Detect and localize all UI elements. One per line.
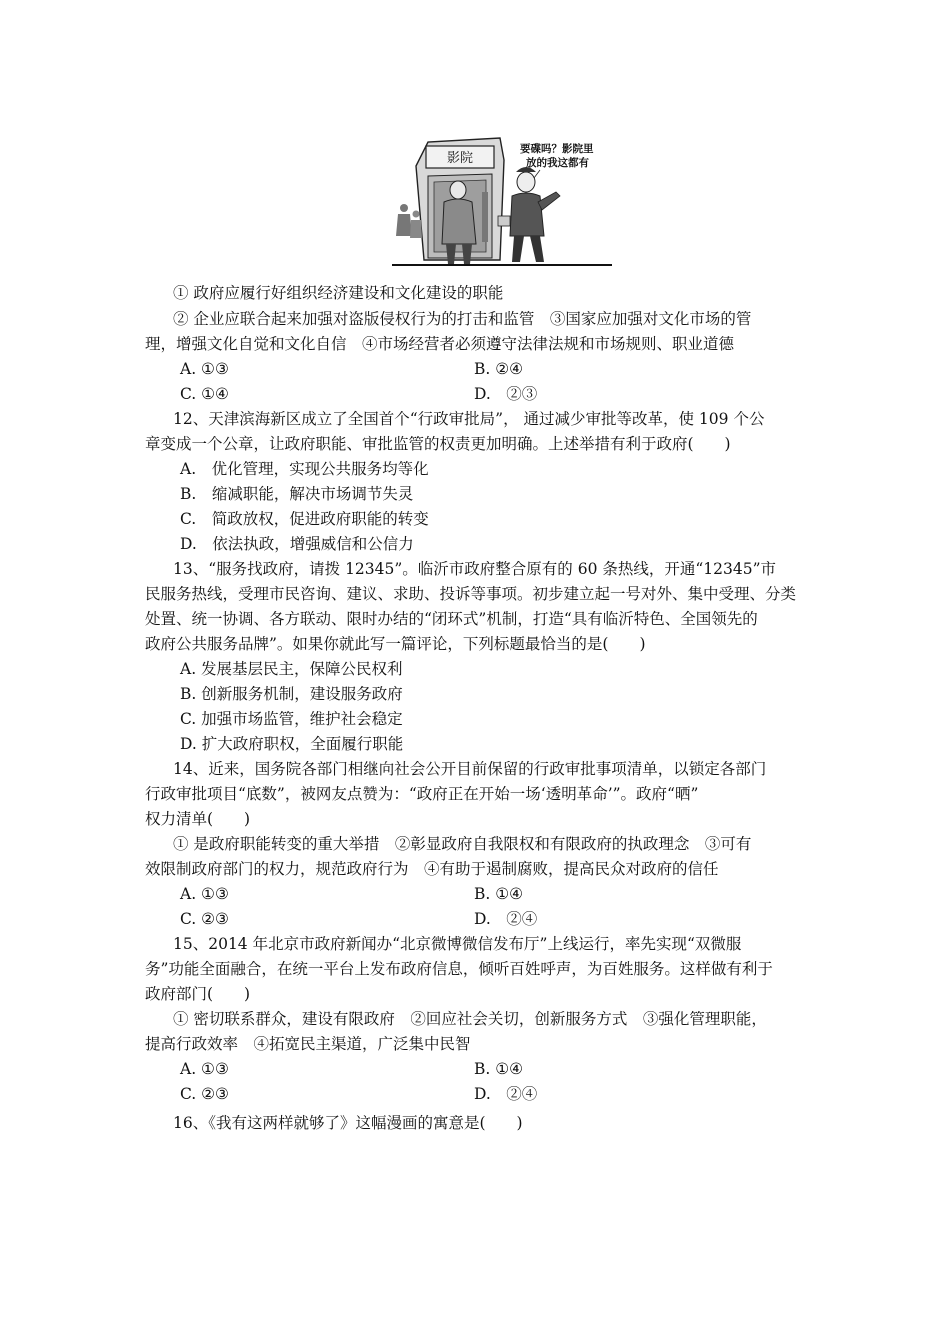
q13-stem-1: 13、“服务找政府，请拨 12345”。临沂市政府整合原有的 60 条热线，开通“12345”市 <box>173 560 777 578</box>
cartoon-image <box>388 132 616 274</box>
q12-option-b: B. 缩减职能，解决市场调节失灵 <box>180 485 414 503</box>
q13-option-d: D. 扩大政府职权，全面履行职能 <box>180 735 404 753</box>
q15-stem-3: 政府部门( ) <box>145 985 251 1003</box>
q15-stem-1: 15、2014 年北京市政府新闻办“北京微博微信发布厅”上线运行，率先实现“双微服 <box>173 935 742 953</box>
q16-stem-1: 16、《我有这两样就够了》这幅漫画的寓意是( ) <box>173 1114 523 1132</box>
q14-stem-2: 行政审批项目“底数”，被网友点赞为：“政府正在开始一场‘透明革命’”。政府“晒” <box>145 785 699 803</box>
q15-statement-1: ① 密切联系群众，建设有限政府 ②回应社会关切，创新服务方式 ③强化管理职能， <box>173 1010 767 1028</box>
q14-statement-2: 效限制政府部门的权力，规范政府行为 ④有助于遏制腐败，提高民众对政府的信任 <box>145 860 719 878</box>
q13-stem-2: 民服务热线，受理市民咨询、建议、求助、投诉等事项。初步建立起一号对外、集中受理、分类 <box>145 585 797 603</box>
q14-stem-3: 权力清单( ) <box>145 810 251 828</box>
q11-option-b: B. ②④ <box>474 360 524 378</box>
q15-option-d: D. ②④ <box>474 1085 538 1103</box>
q14-option-b: B. ①④ <box>474 885 524 903</box>
q12-option-d: D. 依法执政，增强威信和公信力 <box>180 535 414 553</box>
q11-option-c: C. ①④ <box>180 385 229 403</box>
q14-statement-1: ① 是政府职能转变的重大举措 ②彰显政府自我限权和有限政府的执政理念 ③可有 <box>173 835 752 853</box>
q13-option-a: A. 发展基层民主，保障公民权利 <box>180 660 403 678</box>
cartoon-sign-text: 影院 <box>446 151 474 166</box>
q14-option-a: A. ①③ <box>180 885 229 903</box>
q14-stem-1: 14、近来，国务院各部门相继向社会公开目前保留的行政审批事项清单，以锁定各部门 <box>173 760 767 778</box>
q15-option-a: A. ①③ <box>180 1060 229 1078</box>
q12-stem-1: 12、天津滨海新区成立了全国首个“行政审批局”， 通过减少审批等改革，使 109 个公 <box>173 410 765 428</box>
q11-option-a: A. ①③ <box>180 360 229 378</box>
q12-stem-2: 章变成一个公章，让政府职能、审批监管的权责更加明确。上述举措有利于政府( ) <box>145 435 731 453</box>
q15-stem-2: 务”功能全面融合，在统一平台上发布政府信息，倾听百姓呼声，为百姓服务。这样做有利于 <box>145 960 773 978</box>
q15-option-b: B. ①④ <box>474 1060 524 1078</box>
q12-option-c: C. 简政放权，促进政府职能的转变 <box>180 510 429 528</box>
q11-option-d: D. ②③ <box>474 385 538 403</box>
q13-stem-3: 处置、统一协调、各方联动、限时办结的“闭环式”机制，打造“具有临沂特色、全国领先的 <box>145 610 758 628</box>
q13-stem-4: 政府公共服务品牌”。如果你就此写一篇评论，下列标题最恰当的是( ) <box>145 635 646 653</box>
q13-option-c: C. 加强市场监管，维护社会稳定 <box>180 710 403 728</box>
q11-statement-2b: 理，增强文化自觉和文化自信 ④市场经营者必须遵守法律法规和市场规则、职业道德 <box>145 335 735 353</box>
cartoon-speech-line2: 放的我这都有 <box>526 157 589 169</box>
q14-option-c: C. ②③ <box>180 910 229 928</box>
q14-option-d: D. ②④ <box>474 910 538 928</box>
q11-statement-1: ① 政府应履行好组织经济建设和文化建设的职能 <box>173 284 504 302</box>
q11-statement-2a: ② 企业应联合起来加强对盗版侵权行为的打击和监管 ③国家应加强对文化市场的管 <box>173 310 752 328</box>
q15-statement-2: 提高行政效率 ④拓宽民主渠道，广泛集中民智 <box>145 1035 471 1053</box>
q12-option-a: A. 优化管理，实现公共服务均等化 <box>180 460 429 478</box>
q15-option-c: C. ②③ <box>180 1085 229 1103</box>
cartoon-speech-line1: 要碟吗？影院里 <box>520 143 594 155</box>
q13-option-b: B. 创新服务机制，建设服务政府 <box>180 685 403 703</box>
